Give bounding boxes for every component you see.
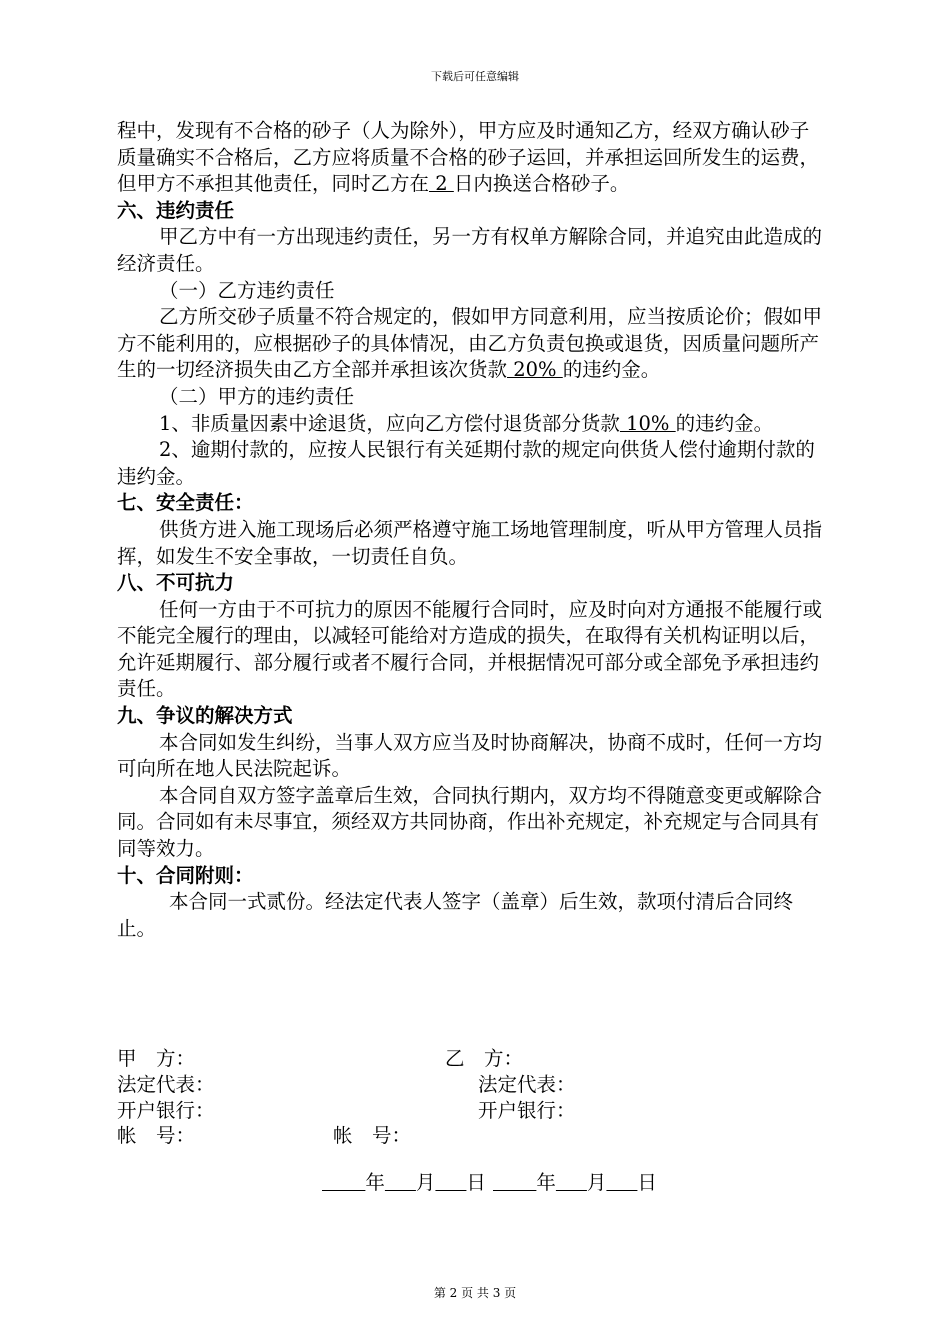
month-label: 月 — [586, 1171, 607, 1194]
days-blank: 2 — [429, 172, 454, 196]
party-a-rep-label: 法定代表： — [117, 1073, 215, 1096]
party-b-rep-label: 法定代表： — [478, 1073, 576, 1096]
paragraph: 本合同如发生纠纷，当事人双方应当及时协商解决，协商不成时，任何一方均可向所在地人民法院起诉。 — [117, 730, 823, 781]
blank — [606, 1171, 637, 1194]
text: 日内换送合格砂子。 — [453, 172, 630, 196]
percent-blank: 20% — [507, 358, 563, 382]
paragraph — [117, 411, 823, 438]
date-line-b — [493, 1170, 657, 1197]
text: 乙方所交砂子质量不符合规定的，假如甲方同意利用，应当按质论价；假如甲方不能利用的，应根据砂子的具体情况，由乙方负责包换或退货，因质量问题所产生的一切经济损失由乙方全部并承担该次货款 — [117, 305, 823, 382]
text: 1、非质量因素中途退货，应向乙方偿付退货部分货款 — [159, 411, 620, 435]
text: 的违约金。 — [562, 358, 661, 382]
party-b-account-label: 帐 号： — [333, 1124, 412, 1147]
paragraph: 甲乙方中有一方出现违约责任，另一方有权单方解除合同，并追究由此造成的经济责任。 — [117, 225, 823, 275]
section-heading-breach: 六、违约责任 — [117, 198, 235, 222]
month-label: 月 — [415, 1171, 436, 1194]
paragraph — [117, 304, 823, 384]
paragraph-goods-return — [117, 118, 823, 198]
subsection-heading: （二）甲方的违约责任 — [159, 384, 355, 408]
day-label: 日 — [466, 1171, 486, 1194]
blank — [435, 1171, 466, 1194]
party-b-label: 乙 方： — [445, 1047, 524, 1070]
text: 程中，发现有不合格的砂子（人为除外），甲方应及时通知乙方，经双方确认砂子质量确实不合格后，乙方应将质量不合格的砂子运回，并承担运回所发生的运费，但甲方不承担其他责任，同时乙方在 — [117, 119, 820, 196]
blank — [493, 1171, 536, 1194]
year-label: 年 — [536, 1171, 556, 1194]
page-footer: 第 2 页 共 3 页 — [433, 1286, 517, 1300]
contract-body — [117, 118, 823, 942]
section-heading-dispute: 九、争议的解决方式 — [117, 704, 293, 728]
subsection-heading: （一）乙方违约责任 — [159, 278, 335, 302]
percent-blank: 10% — [619, 411, 676, 435]
party-a-label: 甲 方： — [117, 1047, 196, 1070]
section-heading-safety: 七、安全责任： — [117, 491, 254, 515]
page-header: 下载后可任意编辑 — [431, 70, 519, 83]
paragraph: 2、逾期付款的，应按人民银行有关延期付款的规定向供货人偿付逾期付款的违约金。 — [117, 438, 815, 488]
paragraph: 任何一方由于不可抗力的原因不能履行合同时，应及时向对方通报不能履行或不能完全履行的理由，以减轻可能给对方造成的损失，在取得有关机构证明以后，允许延期履行、部分履行或者不履行合同，并根据情况可部分或全部免予承担违约责任。 — [117, 597, 823, 701]
section-heading-supplementary: 十、合同附则： — [117, 863, 254, 887]
paragraph: 供货方进入施工现场后必须严格遵守施工场地管理制度，听从甲方管理人员指挥，如发生不安全事故，一切责任自负。 — [117, 517, 823, 568]
date-line-a — [322, 1170, 486, 1197]
party-b-bank-label: 开户银行： — [478, 1099, 576, 1122]
party-a-bank-label: 开户银行： — [117, 1099, 215, 1122]
blank — [556, 1171, 587, 1194]
party-a-account-label: 帐 号： — [117, 1124, 196, 1147]
section-heading-force-majeure: 八、不可抗力 — [117, 571, 235, 595]
day-label: 日 — [637, 1171, 657, 1194]
paragraph: 本合同一式贰份。经法定代表人签字（盖章）后生效，款项付清后合同终止。 — [117, 890, 794, 940]
paragraph: 本合同自双方签字盖章后生效，合同执行期内，双方均不得随意变更或解除合同。合同如有未尽事宜，须经双方共同协商，作出补充规定，补充规定与合同具有同等效力。 — [117, 783, 823, 861]
blank — [385, 1171, 416, 1194]
blank — [322, 1171, 365, 1194]
text: 的违约金。 — [675, 411, 774, 435]
year-label: 年 — [365, 1171, 385, 1194]
